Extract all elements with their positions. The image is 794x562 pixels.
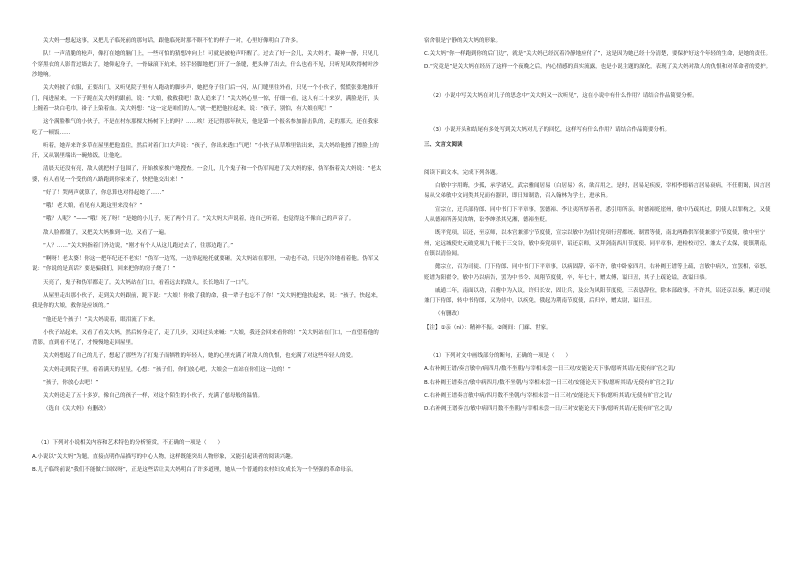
story-paragraph: 队！一声清脆的枪声，像打在她的脑门上，一些可怕的猜想冲向上！可就是被枪声吓醒了。过去了好一会儿，关大妈才，凝神一静，只见几个穿黑衣的人影背过墙去了，她仰起身子，一骨碌滚下炕来，轻手轻脚地把门开了一条缝，把头伸了出去，什么也看不见，只听见风吹得树叶沙沙地响。 [32,51,379,79]
option-a: A.小说以“关大妈”为题，直接点明作品描写的中心人物，这样既能突出人物形象，又能引起读者的阅读兴趣。 [32,453,297,460]
classical-paragraph: 懿宗立，召为司徒、门下侍郎、同中书门下平章事，以病固辞，帝不许，敏中卧家四月，右补阙王谱等上疏，言敏中病久，宜罢相，帝怒，贬谱为阳翟令，敏中乃以病告，罢为中书令、凤翔节度使，卒，年七十，赠太傅，谥曰丑，其子上疏论谥，改谥曰恭。 [424,264,771,281]
classical-paragraph: 戚通二年，南面以功，召驸中为入议，许归长安，固让兵，及公为风阳节度使，三表恳辞位，除本部政事，不许其，诏还京以秦，累迁司徒兼门下侍郎，转中书侍郎，又为侍中，以疾免，俄起为荆南节度使，后归卒，赠太尉，谥曰丑。 [424,287,771,305]
question-3: （3）小说开头和结尾有多处写到关大妈对儿子的回忆，这样写有什么作用？请结合作品简要分析。 [430,127,671,134]
story-paragraph: “人？……”关大妈指着门外边说，“刚才有个人从这儿跑过去了，往那边跑了。” [43,242,234,249]
spacer [32,417,382,429]
classical-paragraph: 宣宗立，迁兵部侍郎、同中书门下平章事，罢德裕、李让夷所厚善者，悉引用所亲，时德裕贬崖州，敏中乃疏其过，阴使人以罪构之，又使人从德裕所善吴汝纳，讼李绅杀其兄湘，德裕坐贬。 [424,206,771,224]
option-d: D.“究竟是”是关大妈在经历了这样一个夜晚之后，内心情感的真实流露，也是小说主题的深化，表现了关大妈对敌人的仇恨和对革命者的爱护。 [424,64,772,71]
left-column [32,36,382,478]
option-continued: 宿舍很是宁静的关大妈的形象。 [424,38,502,44]
option-a: A.右补阙王谱/奏言敏中/病四月/数不坐朝/与宰相未尝一日三对/安能论天下事/愿听其请/无使有旷官之讥/ [424,366,676,373]
story-paragraph: 这个满脸稚气的小伙子，不是在村东那棵大杨树下上的吗？……唉！还记得那年秋天，他是第一个报名参加游击队的，走的那天，还在我家吃了一顿饭…… [32,119,379,136]
option-c: C.关大妈“你一样跑到你的后门边”，就是“关大妈已经沉着冷静地应付了”，这是因为她已经十分清楚，要保护好这个年轻的生命，是她的责任。 [424,51,771,58]
spacer [424,156,774,168]
annotation-note: 【注】①亲（nì）：精神不振。②阁间：门廊、世家。 [424,324,552,331]
spacer [424,76,774,82]
story-paragraph: 关大妈想起了自己的儿子，想起了那些为了打鬼子而牺牲的年轻人，她的心里充满了对敌人的仇恨，也充满了对这些年轻人的爱。 [43,353,357,360]
story-paragraph: 关大妈送走了五十多岁，像自己的孩子一样，对这个陌生的小伙子，充满了慈母般的温情。 [43,392,264,399]
spacer [424,336,774,342]
story-paragraph: “好了！哭两声就算了，你总算也对得起她了……” [43,190,165,197]
story-source: （选自《关大妈》有删改） [43,406,110,413]
story-paragraph: “啊呀！老太婆！你这一把年纪还不老实！”伪军一边骂，一边举起枪托就要砸。关大妈站在那里，一动也不动，只是冷冷地看着他。伪军又说：“你说的是真话？要是骗我们，回来把你的房子烧了！” [32,256,379,273]
story-paragraph: “哦！老大娘，看见有人跑这里来没有？” [43,203,143,210]
option-d: D.右补阙王谱奏言/敏中病四月数不坐朝/与宰相未尝一日/三对安能论天下事/愿听其请/无使有旷官之讥/ [424,405,673,412]
reading-intro: 阅读下面文本，完成下列各题。 [424,169,502,176]
section-heading: 三、文言文阅读 [424,142,463,149]
story-paragraph: 关大妈走到院子里，看着满天的星星，心想：“孩子们，你们放心吧，大娘会一直站在你们这一边的！” [43,366,291,373]
question-1: （1）下列对小说相关内容和艺术特色的分析鉴赏，不正确的一项是（ ） [38,440,224,447]
story-paragraph: 小伙子站起来，又看了看关大妈，然后转身走了，走了几步，又回过头来喊：“大娘，我还会回来看你的！”关大妈站在门口，一直望着他的背影，直到看不见了，才慢慢地走回屋里。 [32,329,379,347]
story-paragraph: 从屋里走出那小伙子，走到关大妈跟前，跪下说：“大娘！你救了我的命，我一辈子也忘不了你！”关大妈把他扶起来，说：“孩子，快起来，我是你的大娘，救你是应该的。” [32,292,382,310]
story-paragraph: “孩子，你放心去吧！” [43,379,99,386]
option-c: C.右补阙王谱奏言敏中病/四月数不坐朝/与宰相未尝一日三对/安能论天下事/愿听其请/无使有旷官之讥/ [424,392,672,399]
story-paragraph: 关大妈披了衣服，正要出门，又听见院子里有人跑动的脚步声，她把身子往门后一闪，从门缝里往外看，只见一个小伙子，慌慌张张地推开门，闯进屋来，一下子跪在关大妈的跟前，说：“大娘，救救我吧！敌人追来了！”关大妈心里一惊，仔细一看，这人有二十来岁，满脸是汗，头上缠着一块白毛巾，褂子上染着血。关大妈想：“这一定是咱们的人。”就一把把他拉起来，说：“孩子，别怕，有大娘在呢！” [32,85,379,113]
classical-paragraph: 白敏中字用晦，少孤，承学诸兄，武宗雅闻居易（白居易）名，欲召用之，是时，居易足疾废，宰相李德裕言居易衰病，不任朝谒，因言居易从父弟敏中文词类其兄而有器识，即日知制诰，召入翰林为学士，进承旨。 [424,183,771,200]
spacer [424,104,774,116]
classical-source: （有删改） [435,311,463,318]
option-b: B.儿子临终前说“我们不能做亡国奴呀”，正是这些话让关大妈明白了许多道理，她从一个普通的农村妇女成长为一个坚强的革命母亲。 [32,466,357,473]
story-paragraph: 听着，她弄来许多草在屋里把他盖住，然后对着门口大声说：“孩子，你出来透口气吧！”小伙子从草堆里钻出来，关大妈给他擦了擦脸上的汗，又从锅里端出一碗热饭，让他吃。 [32,142,379,160]
classical-question-1: （1）下列对文中画线部分的断句，正确的一项是（ ） [430,352,572,359]
story-paragraph: 清晨天还没有亮，敌人就把村子包围了，开始挨家挨户地搜查。一会儿，几个鬼子和一个伪军闯进了关大妈的家，伪军指着关大妈说：“老太婆，有人看见一个受伤的八路跑到你家来了，快把他交出来！” [32,166,382,183]
right-column [424,36,774,417]
story-paragraph: “哦？人呢？”——“哦！死了呀！”是她的小儿子，死了两个月了。“关大妈大声说着，连自己听着，也觉得这不像自己的声音了。 [43,216,355,223]
question-2: （2）小说中写关大妈在对儿子的思念中“关大妈又一次听见”，这在小说中有什么作用？请结合作品简要分析。 [430,92,698,99]
story-paragraph: 天亮了，鬼子和伪军都走了。关大妈站在门口，看着远去的敌人，长长地出了一口气。 [43,279,253,286]
classical-paragraph: 既平党项，诏还，至京师，以本官兼邠宁节度使，宣宗以敏中为招讨党项行营都统、制置等使，南北两路供军使兼邠宁节度使，敏中至宁州，定远城使史元破党项九千帐于三交谷，敏中奏党项平，诏还京师，又拜剑南西川节度使、同平章事，进检校司空、兼太子太保，徙镇荆南，在镇以清俭闻。 [424,230,771,258]
story-paragraph: 关大妈一想起这事，又把儿子临死前的那句话，跟他临死时那不瞑不忙的样子一对，心里好像明白了许多。 [43,38,302,44]
option-b: B.右补阙王谱奏言/敏中病四月/数不坐朝/与宰相未尝一日三对/安能论天下事/愿听其请/无使有旷官之讥/ [424,379,674,386]
story-paragraph: 敌人脸都僵了，又把关大妈推到一边，又看了一遍。 [43,229,170,236]
story-paragraph: “他还是个孩子！”关大妈说着，眼泪流了下来。 [43,316,159,323]
